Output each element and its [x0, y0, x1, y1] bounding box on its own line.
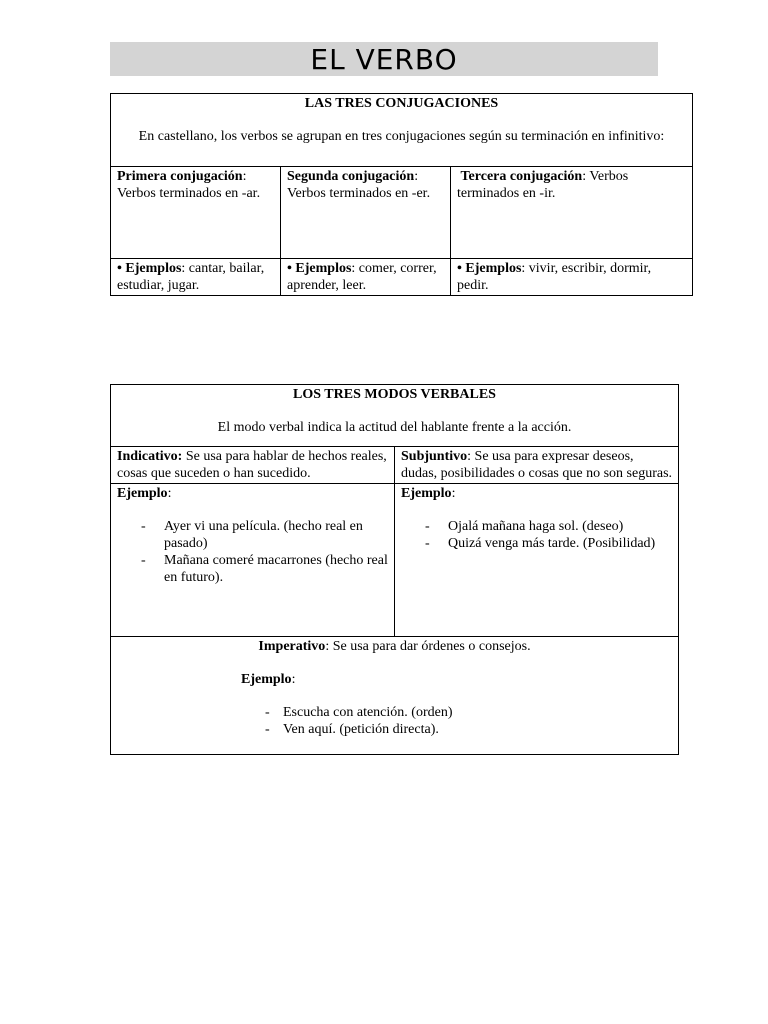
segunda-ejemplos: : comer, correr, aprender, leer. — [287, 261, 437, 293]
tercera-ejemplos-cell: • Ejemplos: vivir, escribir, dormir, pedir. — [451, 259, 693, 296]
tercera-conjugacion-name: Tercera conjugación — [460, 169, 583, 184]
page-title: EL VERBO — [110, 42, 658, 76]
indicativo-example-label: Ejemplo — [117, 486, 168, 501]
segunda-conjugacion-cell — [281, 167, 451, 259]
tercera-ejemplos-label: Ejemplos — [465, 261, 522, 276]
indicativo-name: Indicativo: — [117, 449, 183, 464]
indicativo-cell — [111, 447, 395, 484]
imperativo-example-label: Ejemplo — [241, 672, 292, 687]
imperativo-name: Imperativo — [258, 639, 326, 654]
segunda-ejemplos-label: Ejemplos — [295, 261, 352, 276]
tercera-conjugacion-cell — [451, 167, 693, 259]
list-item: - Ayer vi una película. (hecho real en pasado) — [117, 518, 388, 552]
subjuntivo-desc: : Se usa para expresar deseos, dudas, posibilidades o cosas que no son seguras. — [401, 449, 673, 481]
subjuntivo-example-list — [401, 518, 672, 552]
imperativo-desc: : Se usa para dar órdenes o consejos. — [325, 639, 531, 654]
tercera-conjugacion-desc: : Verbos terminados en -ir. — [457, 169, 629, 201]
conjugaciones-intro: En castellano, los verbos se agrupan en tres conjugaciones según su terminación en infinitivo: — [138, 129, 665, 144]
modos-heading: LOS TRES MODOS VERBALES — [293, 387, 496, 402]
primera-conjugacion-desc: : Verbos terminados en -ar. — [117, 169, 261, 201]
segunda-conjugacion-name: Segunda conjugación — [287, 169, 415, 184]
segunda-conjugacion-desc: : Verbos terminados en -er. — [287, 169, 431, 201]
list-item: - Ojalá mañana haga sol. (deseo) — [401, 518, 672, 535]
indicativo-example-list — [117, 518, 388, 586]
indicativo-desc: Se usa para hablar de hechos reales, cosas que suceden o han sucedido. — [117, 449, 387, 481]
subjuntivo-cell — [395, 447, 679, 484]
subjuntivo-example-cell: Ejemplo: - Ojalá mañana haga sol. (deseo) - Quizá venga más tarde. (Posibilidad) — [395, 484, 679, 637]
primera-conjugacion-name: Primera conjugación — [117, 169, 243, 184]
primera-conjugacion-cell — [111, 167, 281, 259]
segunda-ejemplos-cell: • Ejemplos: comer, correr, aprender, leer. — [281, 259, 451, 296]
primera-ejemplos-label: Ejemplos — [125, 261, 182, 276]
tercera-ejemplos: : vivir, escribir, dormir, pedir. — [457, 261, 652, 293]
conjugaciones-header-cell — [111, 94, 693, 167]
modos-header-cell — [111, 385, 679, 447]
list-item: - Escucha con atención. (orden) — [259, 704, 672, 721]
modos-intro: El modo verbal indica la actitud del hablante frente a la acción. — [217, 420, 572, 435]
subjuntivo-name: Subjuntivo — [401, 449, 468, 464]
imperativo-example-list — [259, 704, 672, 738]
list-item: - Ven aquí. (petición directa). — [259, 721, 672, 738]
modos-table — [110, 384, 679, 755]
subjuntivo-example-label: Ejemplo — [401, 486, 452, 501]
imperativo-cell: Imperativo: Se usa para dar órdenes o consejos. Ejemplo: - Escucha con atención. (orden) - Ven aquí. (petición directa). — [111, 637, 679, 755]
conjugaciones-heading: LAS TRES CONJUGACIONES — [304, 96, 499, 111]
list-item: - Mañana comeré macarrones (hecho real en futuro). — [117, 552, 388, 586]
conjugaciones-table — [110, 93, 693, 296]
primera-ejemplos-cell: • Ejemplos: cantar, bailar, estudiar, jugar. — [111, 259, 281, 296]
primera-ejemplos: : cantar, bailar, estudiar, jugar. — [117, 261, 265, 293]
indicativo-example-cell: Ejemplo: - Ayer vi una película. (hecho real en pasado) - Mañana comeré macarrones (hecho real en futuro). — [111, 484, 395, 637]
list-item: - Quizá venga más tarde. (Posibilidad) — [401, 535, 672, 552]
